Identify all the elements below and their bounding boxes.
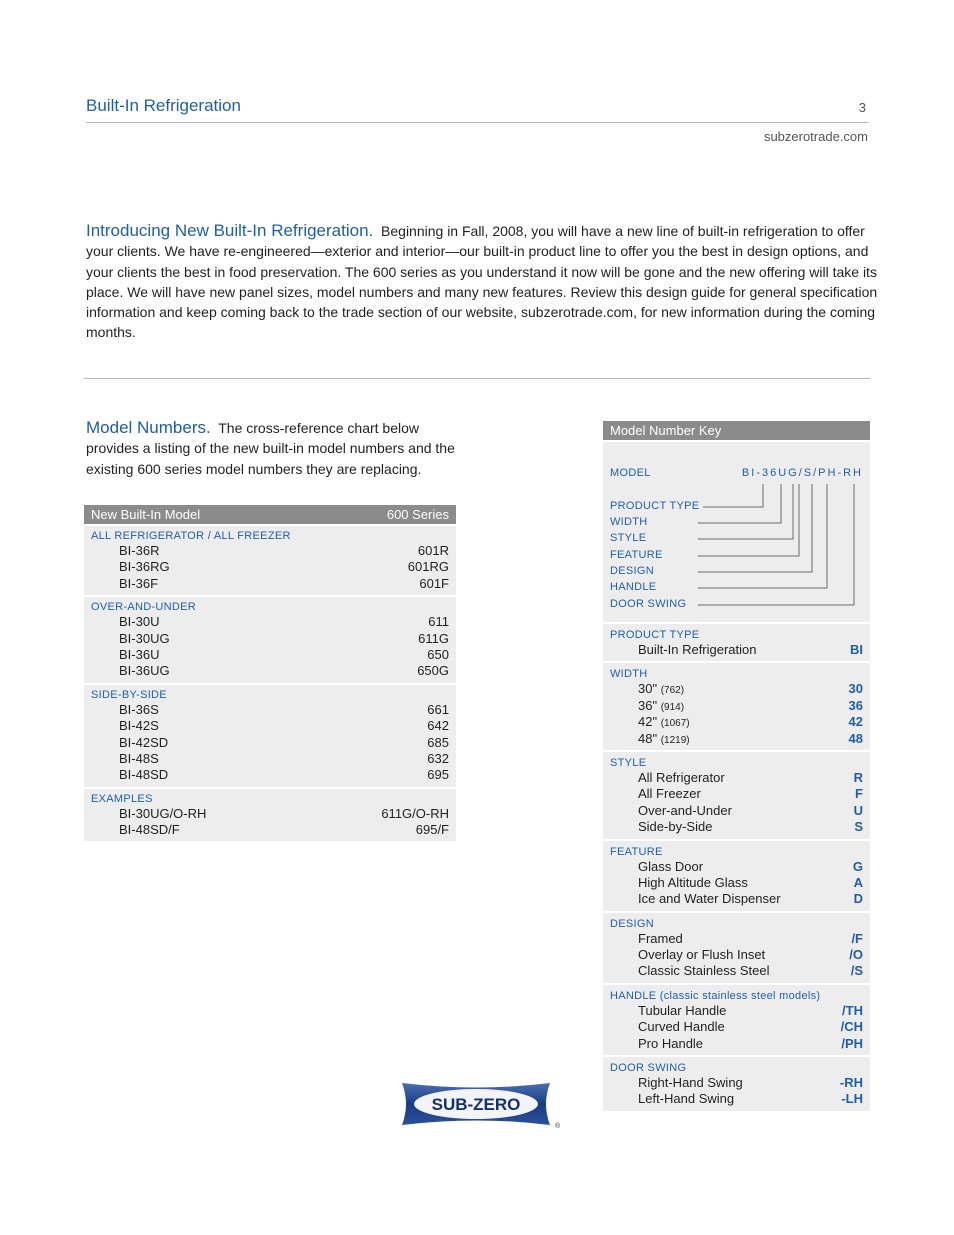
key-row xyxy=(610,859,863,875)
key-row xyxy=(610,931,863,947)
key-section xyxy=(603,663,870,750)
key-row-label: Pro Handle xyxy=(638,1035,704,1051)
key-row-label: Built-In Refrigeration xyxy=(638,642,757,657)
key-row xyxy=(610,1019,863,1035)
label-feature: FEATURE xyxy=(610,549,667,561)
old-model-cell: 611 xyxy=(428,614,449,630)
key-row-metric: (1219) xyxy=(660,734,690,746)
table-group xyxy=(84,789,456,842)
key-section-title: WIDTH xyxy=(610,668,648,681)
key-row-metric: (914) xyxy=(660,701,685,713)
key-row-desc xyxy=(638,1075,743,1091)
key-row-code: R xyxy=(853,769,863,785)
intro-body: Beginning in Fall, 2008, you will have a new line of built-in refrigeration to offer your clients. We have re-engineered—exterior and interior—our built-in product line to offer you the best in design options, and your clients the best in food preservation. The 600 series as you understand it now will be gone and the new offering will take its place. We will have new panel sizes, model numbers and many new features. Review this design guide for general specification information and keep coming back to the trade section of our website, subzerotrade.com, for new information during the coming months. xyxy=(86,223,878,341)
svg-text:SUB-ZERO: SUB-ZERO xyxy=(431,1095,521,1114)
table-row xyxy=(91,751,449,767)
key-row xyxy=(610,803,863,819)
key-row-desc xyxy=(638,875,748,891)
key-row-code: U xyxy=(853,802,863,818)
key-row-label: 36" xyxy=(638,697,658,713)
key-row-desc xyxy=(638,891,781,907)
key-section-title: HANDLE (classic stainless steel models) xyxy=(610,989,821,1002)
label-design: DESIGN xyxy=(610,565,658,577)
old-model-cell: 611G xyxy=(418,630,449,646)
old-model-cell: 695/F xyxy=(415,822,449,838)
model-numbers-lead: Model Numbers. xyxy=(86,418,211,437)
new-model-cell: BI-36R xyxy=(119,543,160,558)
key-row xyxy=(610,1036,863,1052)
key-row-desc xyxy=(638,931,683,947)
key-row xyxy=(610,819,863,835)
key-row xyxy=(610,963,863,979)
new-model-cell: BI-48SD xyxy=(119,767,169,783)
model-numbers-paragraph xyxy=(86,418,466,479)
model-number-key xyxy=(603,421,870,1111)
intro-lead: Introducing New Built-In Refrigeration. xyxy=(86,221,374,240)
label-handle: HANDLE xyxy=(610,581,660,593)
table-row xyxy=(91,647,449,663)
label-width: WIDTH xyxy=(610,516,652,528)
old-model-cell: 601RG xyxy=(407,559,449,575)
key-row-desc xyxy=(638,1091,734,1107)
new-model-cell: BI-36U xyxy=(119,646,160,662)
key-row xyxy=(610,1075,863,1091)
key-row-desc xyxy=(638,714,690,730)
key-row-label: Right-Hand Swing xyxy=(638,1075,743,1091)
model-example: BI-36UG/S/PH-RH xyxy=(741,467,863,479)
table-header xyxy=(84,505,456,524)
table-row xyxy=(91,559,449,575)
new-model-cell: BI-30UG xyxy=(119,630,170,646)
svg-text:®: ® xyxy=(555,1123,561,1130)
model-numbers-body: The cross-reference chart below provides a listing of the new built-in model numbers and the existing 600 series model numbers they are replacing. xyxy=(86,420,455,477)
key-row-label: 42" xyxy=(638,714,658,730)
new-model-cell: BI-48SD/F xyxy=(119,822,180,838)
key-row xyxy=(610,875,863,891)
key-row-code: BI xyxy=(850,642,863,657)
key-row-code: -LH xyxy=(841,1091,863,1107)
table-row xyxy=(91,702,449,718)
model-label: MODEL xyxy=(610,467,655,479)
key-row-code: -RH xyxy=(839,1075,863,1091)
key-row-label: Classic Stainless Steel xyxy=(638,963,770,979)
model-key-diagram xyxy=(603,442,870,622)
new-model-cell: BI-30UG/O-RH xyxy=(119,805,207,821)
key-row-desc xyxy=(638,947,765,963)
new-model-cell: BI-36UG xyxy=(119,663,170,679)
header-divider xyxy=(86,122,869,123)
new-model-cell: BI-42SD xyxy=(119,734,169,750)
key-row-desc xyxy=(638,1003,726,1019)
key-row-desc xyxy=(638,803,732,819)
key-row-desc xyxy=(638,681,684,697)
group-title: OVER-AND-UNDER xyxy=(91,601,197,614)
table-row xyxy=(91,543,449,559)
key-row-code: F xyxy=(855,786,863,802)
key-row xyxy=(610,770,863,786)
key-row-desc xyxy=(638,1019,725,1035)
old-model-cell: 611G/O-RH xyxy=(381,805,449,821)
table-row xyxy=(91,806,449,822)
key-section-title: STYLE xyxy=(610,756,647,769)
key-row-metric: (1067) xyxy=(660,718,690,730)
key-row-code: /O xyxy=(849,947,863,963)
table-body xyxy=(84,526,456,841)
key-section-title: DOOR SWING xyxy=(610,1062,687,1075)
key-row-code: 48 xyxy=(848,730,863,746)
key-section xyxy=(603,1057,870,1111)
column-header-600-series: 600 Series xyxy=(386,507,449,522)
table-group xyxy=(84,597,456,683)
key-row-label: All Freezer xyxy=(638,786,701,802)
new-model-cell: BI-42S xyxy=(119,718,159,734)
key-row-desc xyxy=(638,642,757,658)
key-row-code: G xyxy=(852,858,863,874)
key-row-label: Side-by-Side xyxy=(638,819,713,835)
sub-zero-logo xyxy=(398,1080,562,1137)
key-header: Model Number Key xyxy=(603,421,870,440)
key-row xyxy=(610,731,863,747)
key-section-title: PRODUCT TYPE xyxy=(610,629,700,641)
section-title: Built-In Refrigeration xyxy=(86,96,241,115)
key-row xyxy=(610,714,863,730)
table-row xyxy=(91,614,449,630)
cross-reference-table xyxy=(84,505,456,841)
new-model-cell: BI-36F xyxy=(119,575,159,591)
old-model-cell: 685 xyxy=(427,734,449,750)
key-row xyxy=(610,642,863,658)
table-row xyxy=(91,576,449,592)
key-row-desc xyxy=(638,1036,703,1052)
key-row-label: 30" xyxy=(638,681,658,697)
key-row-code: /S xyxy=(850,963,863,979)
key-row-code: /CH xyxy=(840,1019,863,1035)
old-model-cell: 695 xyxy=(427,767,449,783)
key-row-desc xyxy=(638,859,703,875)
key-row xyxy=(610,1091,863,1107)
key-row-label: Left-Hand Swing xyxy=(638,1091,735,1107)
key-row-label: Overlay or Flush Inset xyxy=(638,947,766,963)
page-number: 3 xyxy=(858,100,866,115)
key-row xyxy=(610,891,863,907)
key-row-label: Framed xyxy=(638,930,683,946)
group-title: EXAMPLES xyxy=(91,792,153,805)
key-row-code: /TH xyxy=(842,1002,863,1018)
key-section xyxy=(603,913,870,983)
key-row xyxy=(610,698,863,714)
key-row xyxy=(610,681,863,697)
table-row xyxy=(91,822,449,838)
key-row xyxy=(610,786,863,802)
old-model-cell: 642 xyxy=(427,718,449,734)
section-divider xyxy=(84,378,870,379)
intro-paragraph xyxy=(86,221,878,343)
key-row-label: Ice and Water Dispenser xyxy=(638,891,781,907)
key-row xyxy=(610,947,863,963)
key-row-desc xyxy=(638,786,701,802)
key-row-metric: (762) xyxy=(660,685,685,697)
key-row-code: S xyxy=(854,819,863,835)
key-row-desc xyxy=(638,698,684,714)
key-row-code: /F xyxy=(851,930,863,946)
old-model-cell: 632 xyxy=(427,750,449,766)
key-section-title: DESIGN xyxy=(610,917,654,930)
table-row xyxy=(91,767,449,783)
key-row-code: /PH xyxy=(841,1035,863,1051)
table-group xyxy=(84,685,456,787)
key-sections xyxy=(603,624,870,1111)
new-model-cell: BI-36S xyxy=(119,701,159,717)
old-model-cell: 650 xyxy=(427,646,449,662)
group-title: ALL REFRIGERATOR / ALL FREEZER xyxy=(91,530,291,542)
new-model-cell: BI-30U xyxy=(119,614,160,630)
key-row-desc xyxy=(638,819,712,835)
table-row xyxy=(91,735,449,751)
old-model-cell: 601F xyxy=(419,575,449,591)
new-model-cell: BI-48S xyxy=(119,750,159,766)
key-row-label: Over-and-Under xyxy=(638,802,732,818)
old-model-cell: 650G xyxy=(417,663,449,679)
label-product-type: PRODUCT TYPE xyxy=(610,500,703,512)
key-row-desc xyxy=(638,963,770,979)
key-section xyxy=(603,841,870,911)
key-row-label: Glass Door xyxy=(638,858,704,874)
key-section xyxy=(603,985,870,1055)
key-row-label: 48" xyxy=(638,730,658,746)
key-row-desc xyxy=(638,770,725,786)
key-row-label: All Refrigerator xyxy=(638,769,725,785)
key-row-code: A xyxy=(853,874,863,890)
table-group xyxy=(84,526,456,595)
label-door-swing: DOOR SWING xyxy=(610,598,690,610)
key-row xyxy=(610,1003,863,1019)
key-section xyxy=(603,624,870,661)
table-row xyxy=(91,631,449,647)
key-section xyxy=(603,752,870,839)
old-model-cell: 601R xyxy=(417,543,449,558)
table-row xyxy=(91,718,449,734)
key-row-code: 36 xyxy=(848,697,863,713)
label-style: STYLE xyxy=(610,532,650,544)
group-title: SIDE-BY-SIDE xyxy=(91,688,167,701)
key-row-code: 30 xyxy=(848,681,863,697)
new-model-cell: BI-36RG xyxy=(119,559,170,575)
key-row-code: 42 xyxy=(848,714,863,730)
old-model-cell: 661 xyxy=(427,701,449,717)
key-section-title: FEATURE xyxy=(610,845,663,858)
table-row xyxy=(91,663,449,679)
key-row-label: Tubular Handle xyxy=(638,1002,727,1018)
key-row-label: Curved Handle xyxy=(638,1019,725,1035)
column-header-new-model: New Built-In Model xyxy=(91,507,201,522)
key-row-code: D xyxy=(853,891,863,907)
website-link[interactable]: subzerotrade.com xyxy=(763,129,868,144)
key-row-desc xyxy=(638,731,690,747)
key-row-label: High Altitude Glass xyxy=(638,874,748,890)
